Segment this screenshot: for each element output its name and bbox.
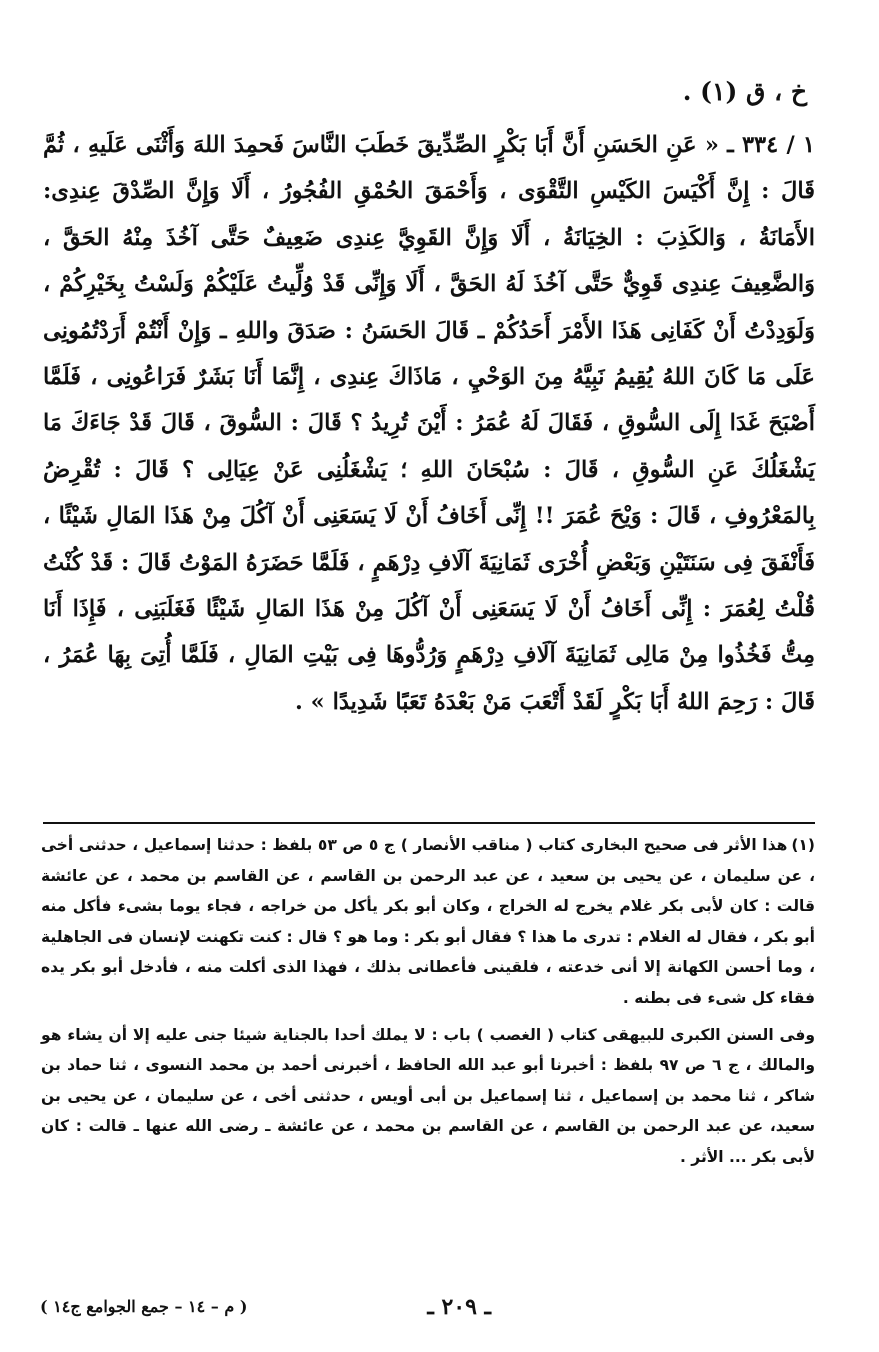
footnotes: [41, 830, 815, 1173]
hadith-text-block: [43, 122, 815, 725]
signature-mark: ( م – ١٤ – جمع الجوامع ج١٤ ): [40, 1297, 248, 1316]
footnote-text: وفى السنن الكبرى للبيهقى كتاب ( الغصب ) باب : لا يملك أحدا بالجناية شيئا جنى عليه إلا أن يشاء هو والمالك ، ج ٦ ص ٩٧ بلفظ : أخبرنا أبو عبد الله الحافظ ، أخبرنى أحمد بن محمد النسوى ، ثنا حماد بن شاكر ، ثنا محمد بن إسماعيل ، ثنا إسماعيل بن أبى أويس ، حدثنى أخى ، عن سليمان ، عن يحيى بن سعيد، عن عبد الرحمن بن القاسم ، عن القاسم بن محمد ، عن عائشة ـ رضى الله عنها ـ قالت : كان لأبى بكر ... الأثر .: [41, 1025, 815, 1166]
footnote-1: [41, 830, 815, 1014]
page-footer: [40, 1290, 815, 1324]
footnote-marker: (١): [791, 836, 815, 854]
footnote-text: هذا الأثر فى صحيح البخارى كتاب ( مناقب الأنصار ) ج ٥ ص ٥٣ بلفظ : حدثنا إسماعيل ، حدثنى أخى ، عن سليمان ، عن يحيى بن سعيد ، عن عبد الرحمن بن القاسم ، عن القاسم بن محمد ، عن عائشة قالت : كان لأبى بكر غلام يخرج له الخراج ، وكان أبو بكر يأكل من خراجه ، فجاء يوما بشىء فأكل منه أبو بكر ، فقال له الغلام : تدرى ما هذا ؟ فقال أبو بكر : وما هو ؟ قال : كنت تكهنت لإنسان فى الجاهلية ، وما أحسن الكهانة إلا أنى خدعته ، فلقينى فأعطانى بذلك ، فهذا الذى أكلت منه ، فأدخل أبو بكر يده فقاء كل شىء فى بطنه .: [41, 836, 815, 1007]
footnote-1-continued: [41, 1020, 815, 1173]
footnote-separator: [43, 822, 815, 824]
source-reference: خ ، ق (١) .: [682, 77, 807, 106]
hadith-number: ١ / ٣٣٤: [741, 132, 815, 158]
page-number: ـ ٢٠٩ ـ: [427, 1294, 491, 1320]
hadith-body: ـ « عَنِ الحَسَنِ أَنَّ أَبَا بَكْرٍ الصِّدِّيقَ خَطَبَ النَّاسَ فَحمِدَ اللهَ وَأَثْنَى عَلَيهِ ، ثُمَّ قَالَ : إِنَّ أَكْيَسَ الكَيْسِ التَّقْوَى ، وَأَحْمَقَ الحُمْقِ الفُجُورُ ، أَلَا وَإِنَّ الصِّدْقَ عِندِى: الأَمَانَةُ ، وَالكَذِبَ : الخِيَانَةُ ، أَلَا وَإِنَّ القَوِيَّ عِندِى ضَعِيفٌ حَتَّى آخُذَ مِنْهُ الحَقَّ ، وَالضَّعِيفَ عِندِى قَوِيٌّ حَتَّى آخُذَ لَهُ الحَقَّ ، أَلَا وَإِنِّى قَدْ وُلِّيتُ عَلَيْكُمْ وَلَسْتُ بِخَيْرِكُمْ ، وَلَوَدِدْتُ أَنْ كَفَانِى هَذَا الأَمْرَ أَحَدُكُمْ ـ قَالَ الحَسَنُ : صَدَقَ واللهِ ـ وَإِنْ أَنْتُمْ أَرَدْتُمُونِى عَلَى مَا كَانَ اللهُ يُقِيمُ نَبِيَّهُ مِنَ الوَحْيِ ، مَاذَاكَ عِندِى ، إِنَّمَا أَنَا بَشَرٌ فَرَاعُونِى ، فَلَمَّا أَصْبَحَ غَدَا إِلَى السُّوقِ ، فَقَالَ لَهُ عُمَرُ : أَيْنَ تُرِيدُ ؟ قَالَ : السُّوقَ ، قَالَ قَدْ جَاءَكَ مَا يَشْغَلُكَ عَنِ السُّوقِ ، قَالَ : سُبْحَانَ اللهِ ؛ يَشْغَلُنِى عَنْ عِيَالِى ؟ قَالَ : تُقْرِضُ بِالمَعْرُوفِ ، قَالَ : وَيْحَ عُمَرَ !! إِنِّى أَخَافُ أَنْ لَا يَسَعَنِى أَنْ آكُلَ مِنْ هَذَا المَالِ شَيْئًا ، فَأَنْفَقَ فِى سَنَتَيْنِ وَبَعْضِ أُخْرَى ثَمَانِيَةَ آلَافِ دِرْهَمٍ ، فَلَمَّا حَضَرَهُ المَوْتُ قَالَ : قَدْ كُنْتُ قُلْتُ لِعُمَرَ : إِنِّى أَخَافُ أَنْ لَا يَسَعَنِى أَنْ آكُلَ مِنْ هَذَا المَالِ شَيْئًا فَغَلَبَنِى ، فَإِذَا أَنَا مِتُّ فَخُذُوا مِنْ مَالِى ثَمَانِيَةَ آلَافِ دِرْهَمٍ وَرُدُّوهَا فِى بَيْتِ المَالِ ، فَلَمَّا أُتِىَ بِهَا عُمَرُ ، قَالَ : رَحِمَ اللهُ أَبَا بَكْرٍ لَقَدْ أَتْعَبَ مَنْ بَعْدَهُ تَعَبًا شَدِيدًا » .: [43, 132, 815, 715]
